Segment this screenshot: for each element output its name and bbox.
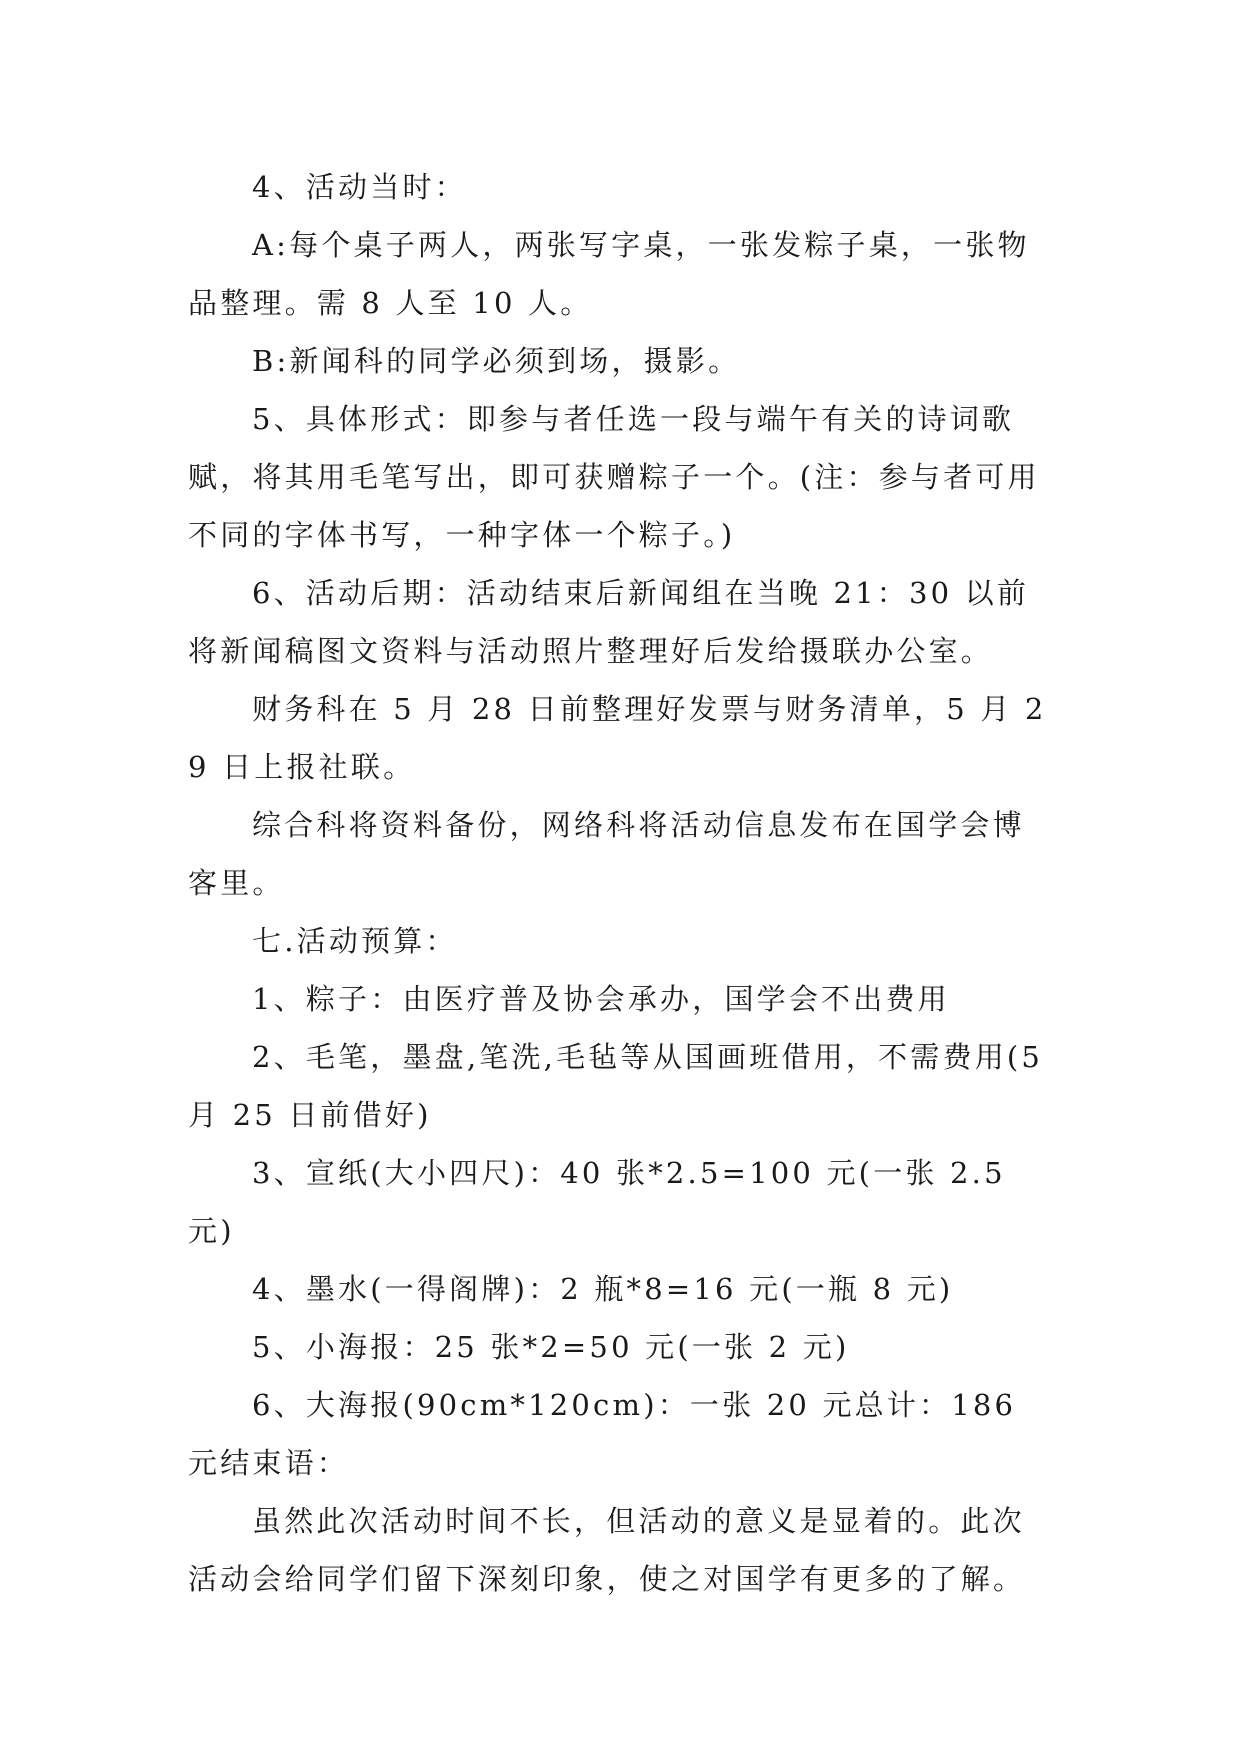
paragraph-budget-heading: 七.活动预算： — [252, 924, 458, 958]
paragraph-budget-item-5: 5、小海报：25 张*2=50 元(一张 2 元) — [252, 1330, 850, 1364]
paragraph-specific-form: 5、具体形式：即参与者任选一段与端午有关的诗词歌赋，将其用毛笔写出，即可获赠粽子一个。(注：参与者可用不同的字体书写，一种字体一个粽子。) — [188, 402, 1040, 552]
paragraph-item-b: B:新闻科的同学必须到场，摄影。 — [252, 344, 741, 378]
paragraph-budget-item-4: 4、墨水(一得阁牌)：2 瓶*8=16 元(一瓶 8 元) — [252, 1272, 954, 1306]
paragraph-conclusion: 虽然此次活动时间不长，但活动的意义是显着的。此次活动会给同学们留下深刻印象，使之对国学有更多的了解。 — [188, 1504, 1026, 1596]
paragraph-item-a: A:每个桌子两人，两张写字桌，一张发粽子桌，一张物品整理。需 8 人至 10 人。 — [188, 228, 1030, 320]
paragraph-activity-later: 6、活动后期：活动结束后新闻组在当晚 21：30 以前将新闻稿图文资料与活动照片整理好后发给摄联办公室。 — [188, 576, 1030, 668]
paragraph-activity-during: 4、活动当时： — [252, 170, 467, 204]
paragraph-budget-item-2: 2、毛笔，墨盘,笔洗,毛毡等从国画班借用，不需费用(5 月 25 日前借好) — [188, 1040, 1044, 1132]
paragraph-backup: 综合科将资料备份，网络科将活动信息发布在国学会博客里。 — [188, 808, 1025, 900]
document-body — [188, 158, 1048, 1608]
paragraph-budget-item-1: 1、粽子：由医疗普及协会承办，国学会不出费用 — [252, 982, 950, 1016]
paragraph-finance: 财务科在 5 月 28 日前整理好发票与财务清单，5 月 29 日上报社联。 — [188, 692, 1047, 784]
paragraph-budget-item-3: 3、宣纸(大小四尺)：40 张*2.5=100 元(一张 2.5 元) — [188, 1156, 1006, 1248]
paragraph-budget-item-6: 6、大海报(90cm*120cm)：一张 20 元总计：186 元结束语： — [188, 1388, 1017, 1480]
